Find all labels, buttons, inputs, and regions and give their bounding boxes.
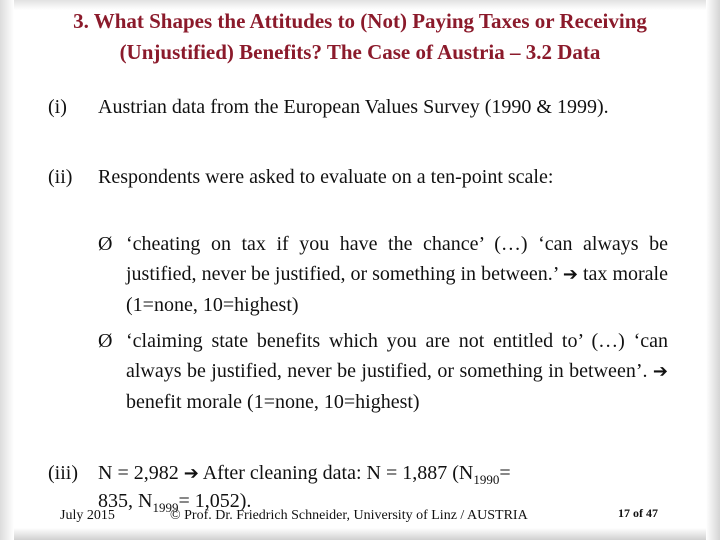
sample-1999: = 1,052). bbox=[178, 490, 252, 512]
equals: = bbox=[499, 462, 511, 484]
right-arrow-icon: ➔ bbox=[562, 264, 578, 285]
bullet-result: benefit morale (1=none, 10=highest) bbox=[126, 391, 420, 413]
item-text-iii bbox=[98, 458, 658, 489]
item-label-ii: (ii) bbox=[48, 166, 73, 188]
right-arrow-icon: ➔ bbox=[652, 361, 668, 382]
bullet-text: ‘cheating on tax if you have the chance’ (…) ‘can always be justified, never be justified, or something in between.’ bbox=[126, 233, 668, 285]
item-text-ii: Respondents were asked to evaluate on a ten-point scale: bbox=[98, 166, 554, 188]
sample-size-total: N = 2,982 bbox=[98, 462, 184, 484]
arrow-bullet-icon: Ø bbox=[98, 233, 113, 255]
sample-1990: 835, N bbox=[98, 490, 153, 512]
item-label-i: (i) bbox=[48, 96, 67, 118]
bullet-text: ‘claiming state benefits which you are not entitled to’ (…) ‘can always be justified, never be justified, or something in between’. bbox=[126, 330, 668, 382]
right-arrow-icon: ➔ bbox=[183, 463, 199, 484]
item-text-i: Austrian data from the European Values Survey (1990 & 1999). bbox=[98, 96, 609, 118]
title-line-1: 3. What Shapes the Attitudes to (Not) Paying Taxes or Receiving bbox=[73, 9, 647, 33]
title-line-2: (Unjustified) Benefits? The Case of Austria – 3.2 Data bbox=[119, 40, 601, 64]
footer-date: July 2015 bbox=[60, 508, 115, 523]
slide-title bbox=[20, 6, 700, 68]
footer-author: © Prof. Dr. Friedrich Schneider, University of Linz / AUSTRIA bbox=[170, 508, 528, 523]
bullet-tax-cheating bbox=[98, 229, 668, 320]
item-label-iii: (iii) bbox=[48, 462, 78, 484]
sample-size-clean: After cleaning data: N = 1,887 (N bbox=[198, 462, 474, 484]
page-number: 17 of 47 bbox=[618, 506, 658, 520]
arrow-bullet-icon: Ø bbox=[98, 330, 113, 352]
year-subscript: 1999 bbox=[152, 500, 179, 515]
bullet-benefit-claiming bbox=[98, 326, 668, 417]
bullet-result: tax morale (1=none, 10=highest) bbox=[126, 263, 668, 316]
year-subscript: 1990 bbox=[473, 472, 500, 487]
footer-author-text: Prof. Dr. Friedrich Schneider, University of Linz / AUSTRIA bbox=[184, 508, 528, 523]
